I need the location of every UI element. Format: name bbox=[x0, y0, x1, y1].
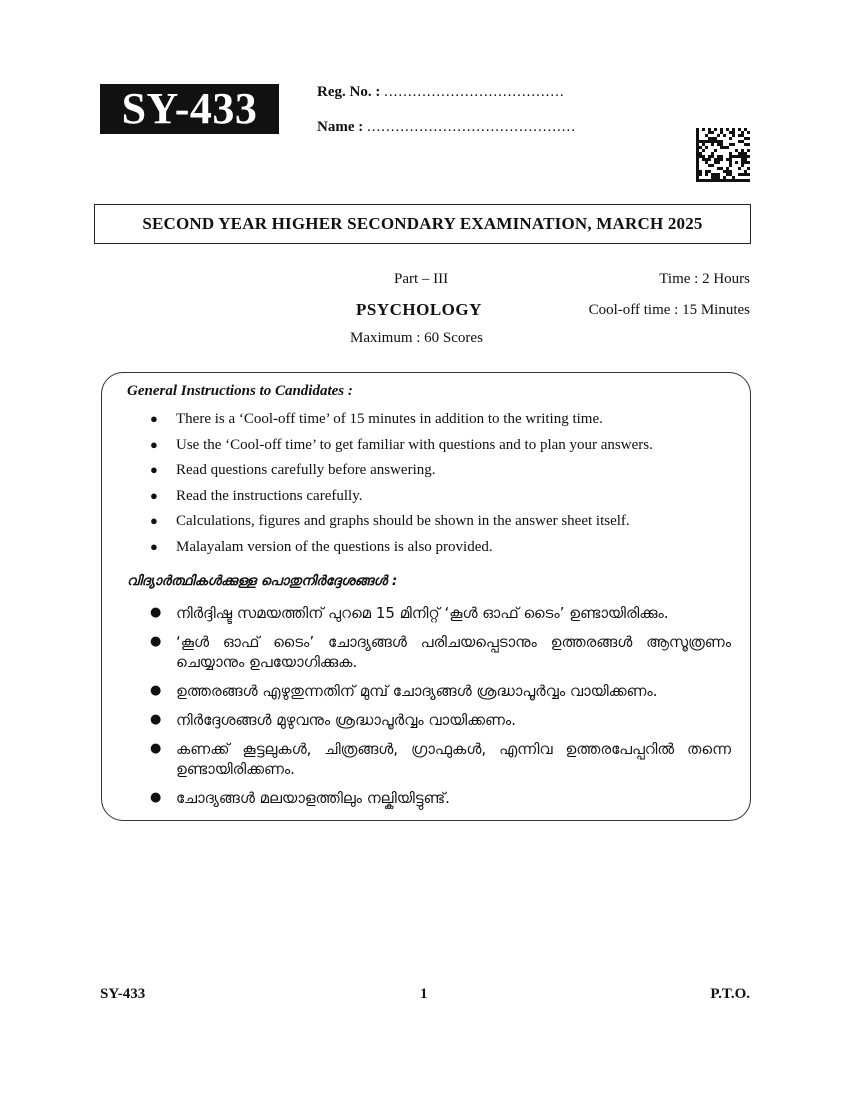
bullet-icon: ● bbox=[150, 436, 158, 452]
cool-off-label: Cool-off time : 15 Minutes bbox=[588, 302, 750, 318]
list-item: ● ‘കൂൾ ഓഫ് ടൈം’ ചോദ്യങ്ങൾ പരിചയപ്പെടാനും ഉത്തരങ്ങൾ ആസൂത്രണം ചെയ്യാനും ഉപയോഗിക്കുക. bbox=[150, 633, 731, 671]
name-blank: ............................................ bbox=[366, 119, 576, 135]
reg-no-field bbox=[317, 84, 565, 101]
bullet-icon: ● bbox=[150, 790, 162, 805]
footer-pto: P.T.O. bbox=[710, 986, 750, 1002]
page-number: 1 bbox=[420, 986, 428, 1002]
name-field bbox=[317, 119, 576, 136]
footer-paper-code: SY-433 bbox=[100, 986, 146, 1002]
bullet-icon: ● bbox=[150, 513, 158, 529]
exam-title-box bbox=[94, 204, 751, 244]
reg-no-label: Reg. No. : bbox=[317, 84, 381, 100]
list-item: ● ഉത്തരങ്ങൾ എഴുതുന്നതിന് മുമ്പ് ചോദ്യങ്ങൾ ശ്രദ്ധാപൂർവ്വം വായിക്കണം. bbox=[150, 682, 658, 700]
bullet-icon: ● bbox=[150, 487, 158, 503]
bullet-icon: ● bbox=[150, 605, 162, 620]
bullet-icon: ● bbox=[150, 634, 162, 649]
instructions-title: General Instructions to Candidates : bbox=[127, 383, 353, 399]
bullet-icon: ● bbox=[150, 538, 158, 554]
instructions-list bbox=[150, 409, 653, 563]
list-item: ● Malayalam version of the questions is also provided. bbox=[150, 538, 493, 555]
malayalam-instructions-title: വിദ്യാർത്ഥികൾക്കുള്ള പൊതുനിർദ്ദേശങ്ങൾ : bbox=[127, 573, 398, 589]
bullet-icon: ● bbox=[150, 683, 162, 698]
part-label: Part – III bbox=[394, 271, 449, 287]
list-item: ● നിർദ്ദേശങ്ങൾ മുഴുവനും ശ്രദ്ധാപൂർവ്വം വായിക്കണം. bbox=[150, 711, 516, 729]
list-item: ● കണക്ക് കൂട്ടലുകൾ, ചിത്രങ്ങൾ, ഗ്രാഫുകൾ, എന്നിവ ഉത്തരപേപ്പറിൽ തന്നെ ഉണ്ടായിരിക്കണം. bbox=[150, 740, 731, 778]
exam-title: SECOND YEAR HIGHER SECONDARY EXAMINATION, MARCH 2025 bbox=[142, 214, 703, 233]
list-item: ● There is a ‘Cool-off time’ of 15 minutes in addition to the writing time. bbox=[150, 411, 603, 427]
list-item: ● നിർദ്ദിഷ്ട സമയത്തിന് പുറമെ 15 മിനിറ്റ് ‘കൂൾ ഓഫ് ടൈം’ ഉണ്ടായിരിക്കും. bbox=[150, 604, 669, 622]
max-score: Maximum : 60 Scores bbox=[350, 330, 483, 346]
list-item: ● ചോദ്യങ്ങൾ മലയാളത്തിലും നല്കിയിട്ടുണ്ട്. bbox=[150, 789, 450, 807]
bullet-icon: ● bbox=[150, 462, 158, 478]
bullet-icon: ● bbox=[150, 712, 162, 727]
list-item: ● Read the instructions carefully. bbox=[150, 487, 363, 504]
time-label: Time : 2 Hours bbox=[659, 271, 750, 287]
bullet-icon: ● bbox=[150, 741, 162, 756]
bullet-icon: ● bbox=[150, 411, 158, 426]
reg-no-blank: ...................................... bbox=[384, 84, 565, 100]
list-item: ● Read questions carefully before answering. bbox=[150, 462, 436, 479]
malayalam-instructions-list bbox=[150, 603, 731, 817]
name-label: Name : bbox=[317, 119, 364, 135]
qr-code-icon bbox=[696, 128, 750, 182]
list-item: ● Calculations, figures and graphs should be shown in the answer sheet itself. bbox=[150, 513, 630, 530]
subject-title: PSYCHOLOGY bbox=[356, 300, 482, 319]
paper-code-badge: SY-433 bbox=[100, 84, 279, 134]
list-item: ● Use the ‘Cool-off time’ to get familiar with questions and to plan your answers. bbox=[150, 436, 653, 453]
